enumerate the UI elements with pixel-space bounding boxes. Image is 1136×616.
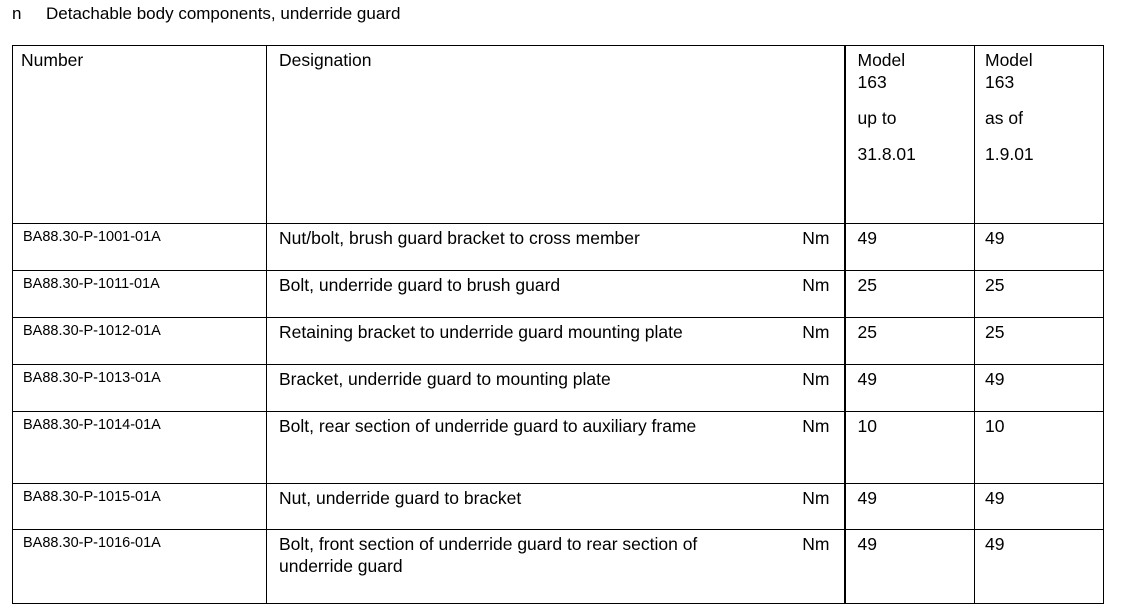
heading-title: Detachable body components, underride guard (46, 4, 401, 23)
row-unit: Nm (802, 416, 830, 436)
row-unit: Nm (802, 275, 830, 295)
row-model-2-value: 25 (975, 271, 1104, 318)
table-header-row (13, 46, 1104, 224)
table-row (13, 365, 1104, 412)
row-model-2-value: 49 (975, 365, 1104, 412)
row-unit: Nm (802, 228, 830, 248)
table-row (13, 530, 1104, 604)
row-model-1-value: 49 (845, 365, 975, 412)
row-model-1-value: 10 (845, 412, 975, 484)
table-row (13, 224, 1104, 271)
row-unit: Nm (802, 534, 830, 554)
row-designation: Retaining bracket to underride guard mounting plate Nm (267, 318, 845, 365)
table-row (13, 484, 1104, 530)
header-model-2: Model 163 as of 1.9.01 (975, 46, 1104, 224)
row-model-1-value: 49 (845, 224, 975, 271)
row-designation: Bolt, rear section of underride guard to auxiliary frame Nm (267, 412, 845, 484)
torque-table (12, 45, 1104, 604)
table-row (13, 318, 1104, 365)
row-designation: Bracket, underride guard to mounting plate Nm (267, 365, 845, 412)
row-number: BA88.30-P-1011-01A (13, 271, 267, 318)
row-designation: Bolt, front section of underride guard to rear section of underride guard Nm (267, 530, 845, 604)
table-row (13, 271, 1104, 318)
row-model-2-value: 10 (975, 412, 1104, 484)
row-designation: Bolt, underride guard to brush guard Nm (267, 271, 845, 318)
header-number: Number (13, 46, 267, 224)
row-number: BA88.30-P-1014-01A (13, 412, 267, 484)
row-model-1-value: 49 (845, 530, 975, 604)
row-number: BA88.30-P-1001-01A (13, 224, 267, 271)
row-unit: Nm (802, 369, 830, 389)
section-heading (12, 4, 400, 24)
row-number: BA88.30-P-1012-01A (13, 318, 267, 365)
row-designation: Nut, underride guard to bracket Nm (267, 484, 845, 530)
row-model-1-value: 25 (845, 318, 975, 365)
row-number: BA88.30-P-1015-01A (13, 484, 267, 530)
row-number: BA88.30-P-1013-01A (13, 365, 267, 412)
table-row (13, 412, 1104, 484)
row-unit: Nm (802, 488, 830, 508)
header-designation: Designation (267, 46, 845, 224)
row-model-1-value: 25 (845, 271, 975, 318)
header-model-1: Model 163 up to 31.8.01 (845, 46, 975, 224)
row-model-2-value: 49 (975, 224, 1104, 271)
row-model-2-value: 49 (975, 530, 1104, 604)
heading-bullet: n (12, 4, 22, 23)
row-model-2-value: 25 (975, 318, 1104, 365)
row-number: BA88.30-P-1016-01A (13, 530, 267, 604)
row-unit: Nm (802, 322, 830, 342)
row-model-2-value: 49 (975, 484, 1104, 530)
row-designation: Nut/bolt, brush guard bracket to cross member Nm (267, 224, 845, 271)
row-model-1-value: 49 (845, 484, 975, 530)
